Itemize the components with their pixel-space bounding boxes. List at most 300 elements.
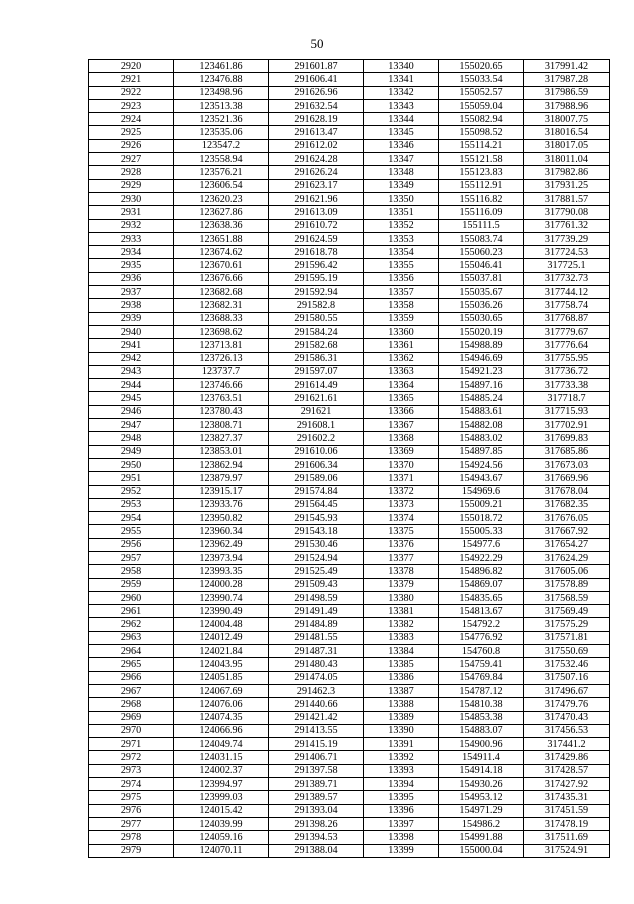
- x-coordinate-b-cell: 154911.4: [439, 751, 524, 764]
- x-coordinate-b-cell: 155030.65: [439, 312, 524, 325]
- y-coordinate-a-cell: 291624.28: [269, 153, 364, 166]
- x-coordinate-a-cell: 123853.01: [174, 445, 269, 458]
- coordinates-table-body: [89, 60, 610, 858]
- x-coordinate-a-cell: 124004.48: [174, 618, 269, 631]
- x-coordinate-a-cell: 123999.03: [174, 791, 269, 804]
- x-coordinate-a-cell: 123950.82: [174, 512, 269, 525]
- point-number-a-cell: 2974: [89, 778, 174, 791]
- point-number-b-cell: 13399: [364, 844, 439, 857]
- table-row: [89, 312, 610, 325]
- point-number-b-cell: 13368: [364, 432, 439, 445]
- x-coordinate-b-cell: 154900.96: [439, 738, 524, 751]
- point-number-b-cell: 13391: [364, 738, 439, 751]
- x-coordinate-a-cell: 123627.86: [174, 206, 269, 219]
- table-row: [89, 684, 610, 697]
- x-coordinate-a-cell: 123576.21: [174, 166, 269, 179]
- point-number-b-cell: 13377: [364, 551, 439, 564]
- y-coordinate-a-cell: 291602.2: [269, 432, 364, 445]
- x-coordinate-b-cell: 154760.8: [439, 645, 524, 658]
- point-number-b-cell: 13342: [364, 86, 439, 99]
- x-coordinate-b-cell: 154897.85: [439, 445, 524, 458]
- point-number-b-cell: 13344: [364, 113, 439, 126]
- table-row: [89, 206, 610, 219]
- y-coordinate-a-cell: 291509.43: [269, 578, 364, 591]
- table-row: [89, 791, 610, 804]
- x-coordinate-a-cell: 123827.37: [174, 432, 269, 445]
- x-coordinate-b-cell: 154882.08: [439, 419, 524, 432]
- x-coordinate-a-cell: 123674.62: [174, 246, 269, 259]
- point-number-a-cell: 2975: [89, 791, 174, 804]
- y-coordinate-a-cell: 291574.84: [269, 485, 364, 498]
- point-number-b-cell: 13380: [364, 591, 439, 604]
- point-number-a-cell: 2951: [89, 472, 174, 485]
- x-coordinate-a-cell: 124043.95: [174, 658, 269, 671]
- y-coordinate-b-cell: 317702.91: [524, 419, 610, 432]
- x-coordinate-b-cell: 154946.69: [439, 352, 524, 365]
- x-coordinate-b-cell: 155005.33: [439, 525, 524, 538]
- y-coordinate-b-cell: 317578.89: [524, 578, 610, 591]
- x-coordinate-b-cell: 155123.83: [439, 166, 524, 179]
- y-coordinate-a-cell: 291564.45: [269, 498, 364, 511]
- point-number-b-cell: 13363: [364, 365, 439, 378]
- point-number-a-cell: 2934: [89, 246, 174, 259]
- table-row: [89, 671, 610, 684]
- point-number-a-cell: 2925: [89, 126, 174, 139]
- y-coordinate-a-cell: 291586.31: [269, 352, 364, 365]
- y-coordinate-a-cell: 291440.66: [269, 698, 364, 711]
- y-coordinate-a-cell: 291610.72: [269, 219, 364, 232]
- x-coordinate-b-cell: 155114.21: [439, 139, 524, 152]
- y-coordinate-b-cell: 317715.93: [524, 405, 610, 418]
- y-coordinate-b-cell: 317982.86: [524, 166, 610, 179]
- table-row: [89, 192, 610, 205]
- point-number-b-cell: 13354: [364, 246, 439, 259]
- x-coordinate-b-cell: 155033.54: [439, 73, 524, 86]
- x-coordinate-a-cell: 123682.68: [174, 286, 269, 299]
- x-coordinate-b-cell: 154921.23: [439, 365, 524, 378]
- point-number-b-cell: 13369: [364, 445, 439, 458]
- x-coordinate-a-cell: 123990.49: [174, 605, 269, 618]
- y-coordinate-a-cell: 291613.47: [269, 126, 364, 139]
- point-number-a-cell: 2966: [89, 671, 174, 684]
- y-coordinate-b-cell: 317569.49: [524, 605, 610, 618]
- point-number-a-cell: 2938: [89, 299, 174, 312]
- point-number-b-cell: 13364: [364, 379, 439, 392]
- x-coordinate-b-cell: 155098.52: [439, 126, 524, 139]
- x-coordinate-a-cell: 123994.97: [174, 778, 269, 791]
- point-number-b-cell: 13340: [364, 60, 439, 73]
- x-coordinate-a-cell: 123682.31: [174, 299, 269, 312]
- table-row: [89, 219, 610, 232]
- x-coordinate-b-cell: 154914.18: [439, 764, 524, 777]
- y-coordinate-b-cell: 317779.67: [524, 325, 610, 338]
- point-number-a-cell: 2967: [89, 684, 174, 697]
- x-coordinate-b-cell: 155116.82: [439, 192, 524, 205]
- y-coordinate-b-cell: 317667.92: [524, 525, 610, 538]
- point-number-b-cell: 13392: [364, 751, 439, 764]
- point-number-b-cell: 13388: [364, 698, 439, 711]
- point-number-b-cell: 13382: [364, 618, 439, 631]
- point-number-b-cell: 13360: [364, 325, 439, 338]
- x-coordinate-b-cell: 154883.61: [439, 405, 524, 418]
- y-coordinate-a-cell: 291545.93: [269, 512, 364, 525]
- point-number-b-cell: 13379: [364, 578, 439, 591]
- x-coordinate-b-cell: 154883.02: [439, 432, 524, 445]
- x-coordinate-b-cell: 154922.29: [439, 551, 524, 564]
- x-coordinate-b-cell: 154787.12: [439, 684, 524, 697]
- point-number-a-cell: 2948: [89, 432, 174, 445]
- point-number-a-cell: 2953: [89, 498, 174, 511]
- table-row: [89, 764, 610, 777]
- y-coordinate-b-cell: 318011.04: [524, 153, 610, 166]
- point-number-a-cell: 2962: [89, 618, 174, 631]
- x-coordinate-a-cell: 123808.71: [174, 419, 269, 432]
- x-coordinate-a-cell: 123676.66: [174, 272, 269, 285]
- point-number-a-cell: 2920: [89, 60, 174, 73]
- point-number-a-cell: 2943: [89, 365, 174, 378]
- point-number-b-cell: 13385: [364, 658, 439, 671]
- point-number-b-cell: 13393: [364, 764, 439, 777]
- y-coordinate-a-cell: 291389.57: [269, 791, 364, 804]
- table-row: [89, 458, 610, 471]
- point-number-b-cell: 13376: [364, 538, 439, 551]
- table-row: [89, 698, 610, 711]
- point-number-b-cell: 13372: [364, 485, 439, 498]
- y-coordinate-b-cell: 317987.28: [524, 73, 610, 86]
- y-coordinate-b-cell: 317676.05: [524, 512, 610, 525]
- point-number-a-cell: 2970: [89, 724, 174, 737]
- table-row: [89, 778, 610, 791]
- point-number-a-cell: 2960: [89, 591, 174, 604]
- x-coordinate-a-cell: 123862.94: [174, 458, 269, 471]
- point-number-a-cell: 2935: [89, 259, 174, 272]
- x-coordinate-b-cell: 155000.04: [439, 844, 524, 857]
- point-number-a-cell: 2958: [89, 565, 174, 578]
- x-coordinate-b-cell: 154969.6: [439, 485, 524, 498]
- point-number-b-cell: 13387: [364, 684, 439, 697]
- point-number-b-cell: 13367: [364, 419, 439, 432]
- x-coordinate-b-cell: 155035.67: [439, 286, 524, 299]
- x-coordinate-b-cell: 154930.26: [439, 778, 524, 791]
- point-number-b-cell: 13343: [364, 99, 439, 112]
- point-number-a-cell: 2921: [89, 73, 174, 86]
- x-coordinate-a-cell: 123558.94: [174, 153, 269, 166]
- x-coordinate-a-cell: 123670.61: [174, 259, 269, 272]
- table-row: [89, 246, 610, 259]
- point-number-b-cell: 13346: [364, 139, 439, 152]
- table-row: [89, 365, 610, 378]
- point-number-a-cell: 2944: [89, 379, 174, 392]
- point-number-a-cell: 2922: [89, 86, 174, 99]
- point-number-a-cell: 2969: [89, 711, 174, 724]
- x-coordinate-b-cell: 155059.04: [439, 99, 524, 112]
- y-coordinate-b-cell: 317550.69: [524, 645, 610, 658]
- point-number-b-cell: 13384: [364, 645, 439, 658]
- point-number-a-cell: 2956: [89, 538, 174, 551]
- x-coordinate-a-cell: 123688.33: [174, 312, 269, 325]
- y-coordinate-a-cell: 291608.1: [269, 419, 364, 432]
- y-coordinate-a-cell: 291406.71: [269, 751, 364, 764]
- y-coordinate-b-cell: 317673.03: [524, 458, 610, 471]
- x-coordinate-a-cell: 124067.69: [174, 684, 269, 697]
- y-coordinate-a-cell: 291628.19: [269, 113, 364, 126]
- table-row: [89, 432, 610, 445]
- x-coordinate-b-cell: 154971.29: [439, 804, 524, 817]
- x-coordinate-a-cell: 123513.38: [174, 99, 269, 112]
- x-coordinate-a-cell: 124051.85: [174, 671, 269, 684]
- point-number-a-cell: 2950: [89, 458, 174, 471]
- y-coordinate-a-cell: 291606.34: [269, 458, 364, 471]
- y-coordinate-b-cell: 317575.29: [524, 618, 610, 631]
- y-coordinate-b-cell: 317682.35: [524, 498, 610, 511]
- x-coordinate-a-cell: 123713.81: [174, 339, 269, 352]
- x-coordinate-a-cell: 123547.2: [174, 139, 269, 152]
- table-row: [89, 472, 610, 485]
- point-number-b-cell: 13356: [364, 272, 439, 285]
- y-coordinate-a-cell: 291613.09: [269, 206, 364, 219]
- table-row: [89, 73, 610, 86]
- x-coordinate-b-cell: 154759.41: [439, 658, 524, 671]
- x-coordinate-a-cell: 123638.36: [174, 219, 269, 232]
- y-coordinate-a-cell: 291398.26: [269, 817, 364, 830]
- table-row: [89, 392, 610, 405]
- table-row: [89, 379, 610, 392]
- point-number-b-cell: 13351: [364, 206, 439, 219]
- y-coordinate-b-cell: 317470.43: [524, 711, 610, 724]
- y-coordinate-a-cell: 291601.87: [269, 60, 364, 73]
- point-number-b-cell: 13394: [364, 778, 439, 791]
- x-coordinate-a-cell: 123763.51: [174, 392, 269, 405]
- y-coordinate-b-cell: 317991.42: [524, 60, 610, 73]
- point-number-b-cell: 13359: [364, 312, 439, 325]
- x-coordinate-a-cell: 123780.43: [174, 405, 269, 418]
- x-coordinate-b-cell: 154988.89: [439, 339, 524, 352]
- point-number-a-cell: 2945: [89, 392, 174, 405]
- x-coordinate-a-cell: 123915.17: [174, 485, 269, 498]
- table-row: [89, 724, 610, 737]
- point-number-b-cell: 13378: [364, 565, 439, 578]
- x-coordinate-b-cell: 154897.16: [439, 379, 524, 392]
- y-coordinate-b-cell: 317685.86: [524, 445, 610, 458]
- x-coordinate-b-cell: 154769.84: [439, 671, 524, 684]
- point-number-a-cell: 2932: [89, 219, 174, 232]
- y-coordinate-b-cell: 318016.54: [524, 126, 610, 139]
- point-number-a-cell: 2955: [89, 525, 174, 538]
- point-number-b-cell: 13348: [364, 166, 439, 179]
- point-number-b-cell: 13366: [364, 405, 439, 418]
- x-coordinate-b-cell: 155018.72: [439, 512, 524, 525]
- y-coordinate-b-cell: 317479.76: [524, 698, 610, 711]
- y-coordinate-a-cell: 291626.24: [269, 166, 364, 179]
- y-coordinate-a-cell: 291589.06: [269, 472, 364, 485]
- table-row: [89, 498, 610, 511]
- y-coordinate-b-cell: 317986.59: [524, 86, 610, 99]
- point-number-a-cell: 2936: [89, 272, 174, 285]
- x-coordinate-b-cell: 154835.65: [439, 591, 524, 604]
- y-coordinate-a-cell: 291388.04: [269, 844, 364, 857]
- x-coordinate-a-cell: 124031.15: [174, 751, 269, 764]
- table-row: [89, 817, 610, 830]
- x-coordinate-b-cell: 154883.07: [439, 724, 524, 737]
- y-coordinate-b-cell: 317776.64: [524, 339, 610, 352]
- x-coordinate-b-cell: 154991.88: [439, 831, 524, 844]
- x-coordinate-a-cell: 124059.16: [174, 831, 269, 844]
- x-coordinate-b-cell: 155111.5: [439, 219, 524, 232]
- y-coordinate-b-cell: 317654.27: [524, 538, 610, 551]
- point-number-a-cell: 2957: [89, 551, 174, 564]
- point-number-b-cell: 13375: [364, 525, 439, 538]
- point-number-b-cell: 13371: [364, 472, 439, 485]
- y-coordinate-b-cell: 317524.91: [524, 844, 610, 857]
- y-coordinate-a-cell: 291624.59: [269, 232, 364, 245]
- point-number-a-cell: 2926: [89, 139, 174, 152]
- y-coordinate-a-cell: 291413.55: [269, 724, 364, 737]
- table-row: [89, 525, 610, 538]
- x-coordinate-a-cell: 123933.76: [174, 498, 269, 511]
- table-row: [89, 339, 610, 352]
- point-number-a-cell: 2930: [89, 192, 174, 205]
- point-number-a-cell: 2973: [89, 764, 174, 777]
- point-number-a-cell: 2971: [89, 738, 174, 751]
- point-number-b-cell: 13390: [364, 724, 439, 737]
- x-coordinate-a-cell: 124070.11: [174, 844, 269, 857]
- point-number-b-cell: 13396: [364, 804, 439, 817]
- point-number-a-cell: 2924: [89, 113, 174, 126]
- y-coordinate-a-cell: 291397.58: [269, 764, 364, 777]
- table-row: [89, 286, 610, 299]
- y-coordinate-a-cell: 291543.18: [269, 525, 364, 538]
- y-coordinate-b-cell: 317732.73: [524, 272, 610, 285]
- x-coordinate-b-cell: 155083.74: [439, 232, 524, 245]
- x-coordinate-a-cell: 123960.34: [174, 525, 269, 538]
- y-coordinate-a-cell: 291595.19: [269, 272, 364, 285]
- y-coordinate-a-cell: 291480.43: [269, 658, 364, 671]
- y-coordinate-a-cell: 291462.3: [269, 684, 364, 697]
- x-coordinate-a-cell: 123476.88: [174, 73, 269, 86]
- y-coordinate-a-cell: 291614.49: [269, 379, 364, 392]
- y-coordinate-b-cell: 317605.06: [524, 565, 610, 578]
- x-coordinate-a-cell: 123651.88: [174, 232, 269, 245]
- point-number-a-cell: 2978: [89, 831, 174, 844]
- point-number-b-cell: 13370: [364, 458, 439, 471]
- x-coordinate-b-cell: 155020.19: [439, 325, 524, 338]
- point-number-b-cell: 13374: [364, 512, 439, 525]
- table-row: [89, 299, 610, 312]
- x-coordinate-b-cell: 154953.12: [439, 791, 524, 804]
- x-coordinate-b-cell: 155112.91: [439, 179, 524, 192]
- point-number-b-cell: 13397: [364, 817, 439, 830]
- table-row: [89, 578, 610, 591]
- y-coordinate-b-cell: 317724.53: [524, 246, 610, 259]
- x-coordinate-a-cell: 123535.06: [174, 126, 269, 139]
- y-coordinate-a-cell: 291582.8: [269, 299, 364, 312]
- y-coordinate-b-cell: 317733.38: [524, 379, 610, 392]
- x-coordinate-a-cell: 124076.06: [174, 698, 269, 711]
- y-coordinate-b-cell: 317571.81: [524, 631, 610, 644]
- y-coordinate-b-cell: 317496.67: [524, 684, 610, 697]
- point-number-b-cell: 13381: [364, 605, 439, 618]
- point-number-b-cell: 13365: [364, 392, 439, 405]
- point-number-b-cell: 13357: [364, 286, 439, 299]
- point-number-b-cell: 13350: [364, 192, 439, 205]
- y-coordinate-b-cell: 317624.29: [524, 551, 610, 564]
- point-number-a-cell: 2928: [89, 166, 174, 179]
- y-coordinate-a-cell: 291623.17: [269, 179, 364, 192]
- table-row: [89, 86, 610, 99]
- y-coordinate-a-cell: 291389.71: [269, 778, 364, 791]
- x-coordinate-a-cell: 124012.49: [174, 631, 269, 644]
- x-coordinate-a-cell: 124039.99: [174, 817, 269, 830]
- y-coordinate-a-cell: 291481.55: [269, 631, 364, 644]
- x-coordinate-a-cell: 123620.23: [174, 192, 269, 205]
- x-coordinate-a-cell: 123698.62: [174, 325, 269, 338]
- y-coordinate-b-cell: 317669.96: [524, 472, 610, 485]
- x-coordinate-b-cell: 154810.38: [439, 698, 524, 711]
- point-number-a-cell: 2952: [89, 485, 174, 498]
- y-coordinate-b-cell: 317744.12: [524, 286, 610, 299]
- x-coordinate-b-cell: 155036.26: [439, 299, 524, 312]
- x-coordinate-b-cell: 154977.6: [439, 538, 524, 551]
- y-coordinate-a-cell: 291592.94: [269, 286, 364, 299]
- y-coordinate-b-cell: 317755.95: [524, 352, 610, 365]
- y-coordinate-a-cell: 291393.04: [269, 804, 364, 817]
- point-number-a-cell: 2941: [89, 339, 174, 352]
- y-coordinate-a-cell: 291498.59: [269, 591, 364, 604]
- table-row: [89, 711, 610, 724]
- y-coordinate-a-cell: 291421.42: [269, 711, 364, 724]
- x-coordinate-b-cell: 155020.65: [439, 60, 524, 73]
- y-coordinate-b-cell: 317451.59: [524, 804, 610, 817]
- x-coordinate-a-cell: 123990.74: [174, 591, 269, 604]
- point-number-b-cell: 13373: [364, 498, 439, 511]
- y-coordinate-a-cell: 291610.06: [269, 445, 364, 458]
- table-row: [89, 272, 610, 285]
- x-coordinate-a-cell: 124049.74: [174, 738, 269, 751]
- point-number-a-cell: 2947: [89, 419, 174, 432]
- y-coordinate-a-cell: 291484.89: [269, 618, 364, 631]
- point-number-a-cell: 2940: [89, 325, 174, 338]
- x-coordinate-a-cell: 123993.35: [174, 565, 269, 578]
- point-number-b-cell: 13358: [364, 299, 439, 312]
- point-number-b-cell: 13349: [364, 179, 439, 192]
- point-number-a-cell: 2923: [89, 99, 174, 112]
- y-coordinate-b-cell: 318007.75: [524, 113, 610, 126]
- y-coordinate-a-cell: 291415.19: [269, 738, 364, 751]
- x-coordinate-a-cell: 123498.96: [174, 86, 269, 99]
- table-row: [89, 618, 610, 631]
- point-number-b-cell: 13361: [364, 339, 439, 352]
- table-row: [89, 325, 610, 338]
- y-coordinate-b-cell: 317758.74: [524, 299, 610, 312]
- table-row: [89, 232, 610, 245]
- table-row: [89, 352, 610, 365]
- y-coordinate-a-cell: 291582.68: [269, 339, 364, 352]
- point-number-a-cell: 2949: [89, 445, 174, 458]
- y-coordinate-a-cell: 291621.96: [269, 192, 364, 205]
- table-row: [89, 485, 610, 498]
- point-number-a-cell: 2968: [89, 698, 174, 711]
- table-row: [89, 605, 610, 618]
- point-number-b-cell: 13389: [364, 711, 439, 724]
- point-number-a-cell: 2964: [89, 645, 174, 658]
- y-coordinate-a-cell: 291584.24: [269, 325, 364, 338]
- y-coordinate-a-cell: 291596.42: [269, 259, 364, 272]
- point-number-b-cell: 13398: [364, 831, 439, 844]
- x-coordinate-a-cell: 124066.96: [174, 724, 269, 737]
- point-number-b-cell: 13341: [364, 73, 439, 86]
- table-row: [89, 631, 610, 644]
- y-coordinate-b-cell: 317429.86: [524, 751, 610, 764]
